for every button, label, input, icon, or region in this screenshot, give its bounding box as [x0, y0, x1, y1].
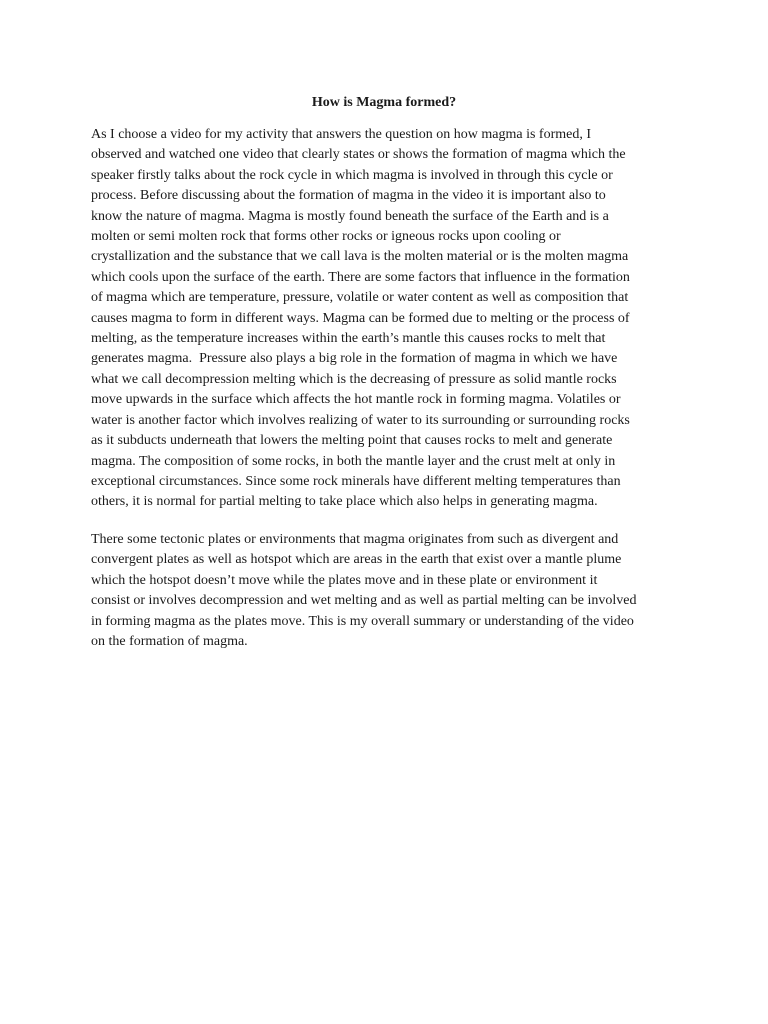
- paragraph-line: others, it is normal for partial melting to take place which also helps in generating magma.: [91, 494, 598, 510]
- paragraph-line: molten or semi molten rock that forms other rocks or igneous rocks upon cooling or: [91, 229, 561, 245]
- paragraph-1: [91, 125, 691, 513]
- paragraph-line: As I choose a video for my activity that answers the question on how magma is formed, I: [91, 127, 591, 142]
- paragraph-line: of magma which are temperature, pressure, volatile or water content as well as composition that: [91, 290, 629, 306]
- paragraph-line: on the formation of magma.: [91, 634, 248, 650]
- paragraph-line: what we call decompression melting which is the decreasing of pressure as solid mantle rocks: [91, 371, 617, 387]
- paragraph-line: melting, as the temperature increases within the earth’s mantle this causes rocks to melt that: [91, 331, 606, 347]
- paragraph-line: convergent plates as well as hotspot which are areas in the earth that exist over a mantle plume: [91, 552, 622, 568]
- paragraph-line: in forming magma as the plates move. This is my overall summary or understanding of the video: [91, 613, 634, 629]
- paragraph-line: generates magma. Pressure also plays a big role in the formation of magma in which we have: [91, 351, 618, 367]
- paragraph-line: magma. The composition of some rocks, in both the mantle layer and the crust melt at only in: [91, 453, 616, 469]
- paragraph-line: which the hotspot doesn’t move while the plates move and in these plate or environment it: [91, 572, 598, 588]
- paragraph-line: crystallization and the substance that we call lava is the molten material or is the molten magma: [91, 249, 629, 265]
- paragraph-line: causes magma to form in different ways. Magma can be formed due to melting or the process of: [91, 310, 630, 326]
- paragraph-line: There some tectonic plates or environments that magma originates from such as divergent and: [91, 532, 619, 547]
- paragraph-line: exceptional circumstances. Since some rock minerals have different melting temperatures than: [91, 473, 621, 489]
- document-title: How is Magma formed?: [311, 95, 457, 110]
- paragraph-line: observed and watched one video that clearly states or shows the formation of magma which the: [91, 147, 626, 163]
- paragraph-line: water is another factor which involves realizing of water to its surrounding or surrounding rocks: [91, 412, 630, 428]
- paragraph-line: process. Before discussing about the formation of magma in the video it is important also to: [91, 188, 606, 204]
- paragraph-2: [91, 530, 691, 652]
- paragraph-line: which cools upon the surface of the earth. There are some factors that influence in the formation: [91, 269, 630, 285]
- paragraph-line: as it subducts underneath that lowers the melting point that causes rocks to melt and generate: [91, 433, 613, 449]
- paragraph-line: consist or involves decompression and wet melting and as well as partial melting can be involved: [91, 593, 637, 609]
- paragraph-line: speaker firstly talks about the rock cycle in which magma is involved in through this cycle or: [91, 167, 613, 183]
- paragraph-line: move upwards in the surface which affects the hot mantle rock in forming magma. Volatiles or: [91, 392, 621, 408]
- paragraph-line: know the nature of magma. Magma is mostly found beneath the surface of the Earth and is a: [91, 208, 609, 224]
